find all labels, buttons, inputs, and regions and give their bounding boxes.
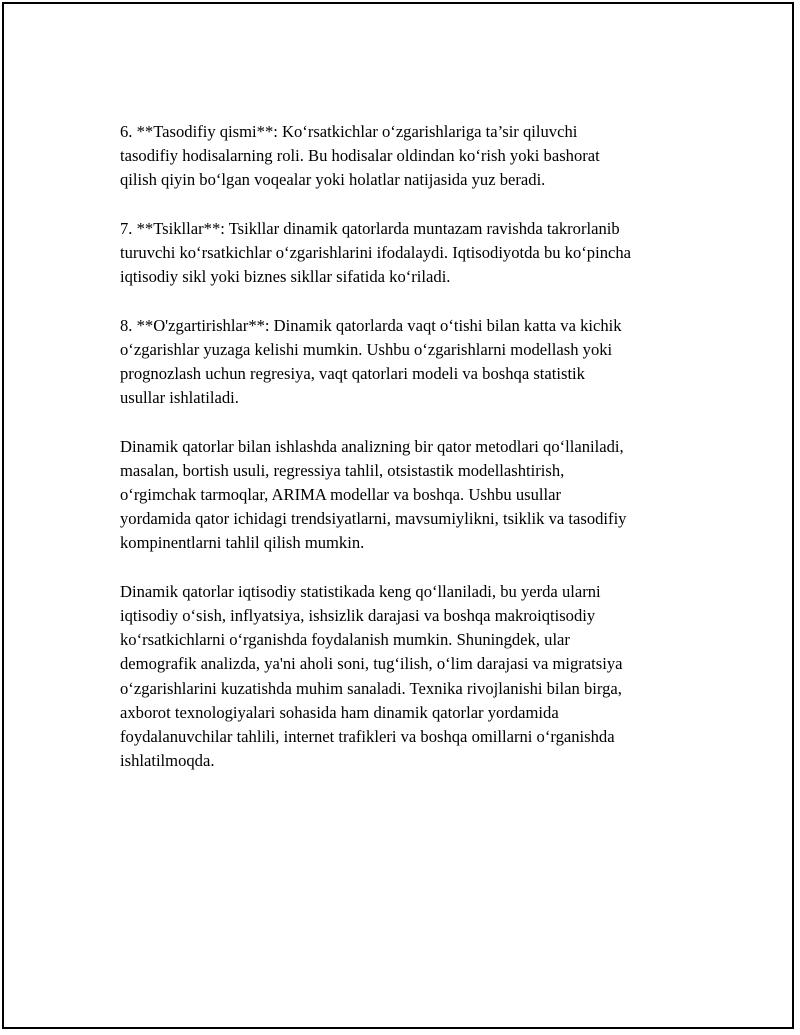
text-line: tasodifiy hodisalarning roli. Bu hodisalar oldindan ko‘rish yoki bashorat — [120, 146, 600, 166]
paragraph-analysis-methods — [120, 435, 700, 556]
text-line: 7. **Tsikllar**: Tsikllar dinamik qatorlarda muntazam ravishda takrorlanib — [120, 218, 620, 238]
text-line: prognozlash uchun regresiya, vaqt qatorlari modeli va boshqa statistik — [120, 364, 585, 383]
text-line: ishlatilmoqda. — [120, 751, 215, 771]
text-line: kompinentlarni tahlil qilish mumkin. — [120, 533, 365, 553]
text-line: usullar ishlatiladi. — [120, 388, 239, 408]
text-line: o‘zgarishlarini kuzatishda muhim sanaladi. Texnika rivojlanishi bilan birga, — [120, 678, 622, 698]
paragraph-random-component — [120, 120, 700, 193]
text-line: Dinamik qatorlar iqtisodiy statistikada keng qo‘llaniladi, bu yerda ularni — [120, 581, 601, 601]
text-line: iqtisodiy o‘sish, inflyatsiya, ishsizlik darajasi va boshqa makroiqtisodiy — [120, 606, 596, 625]
text-line: demografik analizda, ya'ni aholi soni, tug‘ilish, o‘lim darajasi va migratsiya — [120, 654, 623, 674]
text-line: axborot texnologiyalari sohasida ham dinamik qatorlar yordamida — [120, 702, 559, 722]
document-body — [120, 120, 700, 798]
text-line: 6. **Tasodifiy qismi**: Ko‘rsatkichlar o‘zgarishlariga ta’sir qiluvchi — [120, 122, 578, 141]
paragraph-cycles — [120, 217, 700, 290]
text-line: qilish qiyin bo‘lgan voqealar yoki holatlar natijasida yuz beradi. — [120, 170, 546, 190]
document-page — [2, 2, 794, 1029]
text-line: ko‘rsatkichlarni o‘rganishda foydalanish mumkin. Shuningdek, ular — [120, 630, 570, 650]
text-line: 8. **O'zgartirishlar**: Dinamik qatorlarda vaqt o‘tishi bilan katta va kichik — [120, 315, 622, 335]
text-line: o‘zgarishlar yuzaga kelishi mumkin. Ushbu o‘zgarishlarni modellash yoki — [120, 339, 613, 359]
text-line: masalan, bortish usuli, regressiya tahlil, otsistastik modellashtirish, — [120, 460, 565, 480]
text-line: turuvchi ko‘rsatkichlar o‘zgarishlarini ifodalaydi. Iqtisodiyotda bu ko‘pincha — [120, 243, 632, 262]
text-line: Dinamik qatorlar bilan ishlashda analizning bir qator metodlari qo‘llaniladi, — [120, 436, 624, 456]
text-line: o‘rgimchak tarmoqlar, ARIMA modellar va boshqa. Ushbu usullar — [120, 485, 561, 504]
paragraph-applications — [120, 580, 700, 774]
text-line: yordamida qator ichidagi trendsiyatlarni, mavsumiylikni, tsiklik va tasodifiy — [120, 509, 627, 529]
text-line: iqtisodiy sikl yoki biznes sikllar sifatida ko‘riladi. — [120, 267, 451, 287]
text-line: foydalanuvchilar tahlili, internet trafikleri va boshqa omillarni o‘rganishda — [120, 727, 615, 747]
paragraph-changes — [120, 314, 700, 411]
